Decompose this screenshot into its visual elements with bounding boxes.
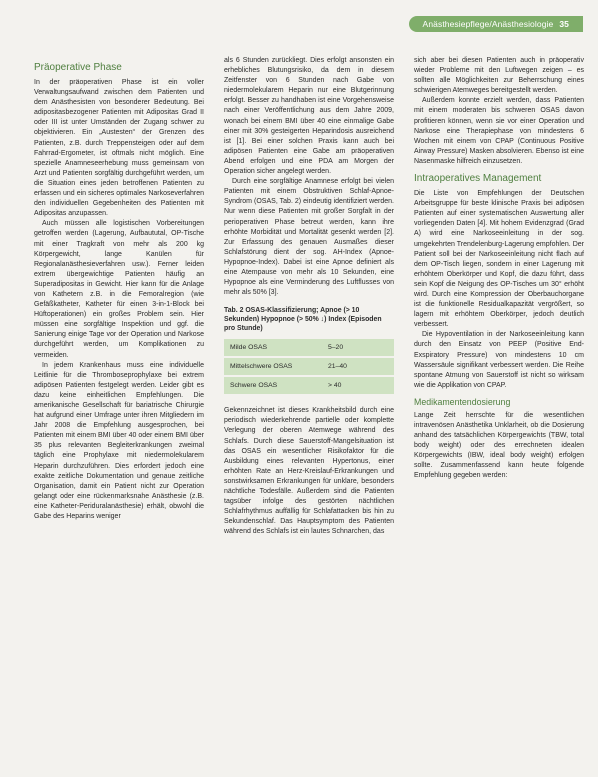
heading-intraoperative-management: Intraoperatives Management xyxy=(414,173,542,185)
paragraph: Durch eine sorgfältige Anamnese erfolgt bei vielen Patienten mit einem Obstruktiven Schlaf-Apnoe-Syndrom (OSAS, Tab. 2) eindeutig identifiziert werden. Nur wenn diese Patienten mit großer Sorgfalt in der perioperativen Phase betreut werden, kann ihre erhöhte Morbidität und Mortalität gesenkt werden [2]. Zur Erfassung des genauen Ausmaßes dieser Schlafstörung dient der sog. AH-Index (Apnoe-Hypopnoe-Index). Dabei ist eine Apnoe definiert als eine Atempause von mehr als 10 Sekunden, eine Hypopnoe als eine Verminderung des Luftflusses von mehr als 50% [3]. xyxy=(224,178,394,297)
column-1 xyxy=(34,56,204,768)
table-cell-label: Schwere OSAS xyxy=(224,376,322,395)
column-2 xyxy=(224,56,394,768)
table-caption: Tab. 2 OSAS-Klassifizierung; Apnoe (> 10 Sekunden) Hypopnoe (> 50% ↓) Index (Episoden pro Stunde) xyxy=(224,307,382,333)
table-cell-value: 21–40 xyxy=(322,357,394,376)
table-row xyxy=(224,339,394,357)
paragraph: Gekennzeichnet ist dieses Krankheitsbild durch eine periodisch wiederkehrende partielle oder komplette Verlegung der oberen Atemwege während des Schlafs. Durch diese Sauerstoff-Mangelsituation ist das OSAS ein wesentlicher Risikofaktor für die Ausbildung eines relevanten Hypertonus, einer erhöhten Rate an Herz-Kreislauf-Erkrankungen und sonstwirksamen Erkrankungen für unklare, besonders nächtliche Todesfälle. Außerdem sind die Patienten tagsüber infolge des gestörten nächtlichen Schlafrhythmus auffällig für Schlafattacken bis hin zu Sekundenschlaf. Das Hauptsymptom des Patienten während des Schlafs ist ein lautes Schnarchen, das xyxy=(224,407,394,536)
heading-medication-dosage: Medikamentendosierung xyxy=(414,396,511,407)
paragraph: Die Hypoventilation in der Narkoseeinleitung kann durch den Einsatz von PEEP (Positive End-Exspiratory Pressure) von mindestens 10 cm Wassersäule signifikant verbessert werden. Die Reihe spontane Atmung von Sauerstoff ist nicht so wirksam wie die Applikation von CPAP. xyxy=(414,331,584,389)
heading-preoperative-phase: Präoperative Phase xyxy=(34,62,122,73)
paragraph: Die Liste von Empfehlungen der Deutschen Arbeitsgruppe für beste klinische Praxis bei adipösen Patienten auf einer systematischen Auswertung aller vorliegenden Daten [4]. Mit hohem Evidenzgrad (Grad A) wird eine Narkoseeinleitung in der sog. umgekehrten Trendelenburg-Lagerung empfohlen. Der Patient soll bei der Narkoseeinleitung nicht flach auf dem OP-Tisch liegen, sondern in einer Lagerung mit erhöhtem Oberkörper und Kopf, die dazu führt, dass sein Kopf die Neigung des OP-Tisches um 30° erhöht wird. Durch eine Kompression der Oberbauchorgane ist die funktionelle Residualkapazität vergrößert, so lagern mit erhöhtem Oberkörper, jedoch deutlich verbessert. xyxy=(414,190,584,329)
running-header-pill xyxy=(409,16,583,32)
table-row xyxy=(224,357,394,376)
paragraph: als 6 Stunden zurückliegt. Dies erfolgt ansonsten ein erhebliches Blutungsrisiko, da dem in diesem Zeitfenster von 6 Stunden nach Gabe von niedermolekularem Heparin nur eine Blutgerinnung erfolgt. Besser zu handhaben ist eine Vorgehensweise nach einer Veröffentlichung aus dem Jahre 2009, wonach bei einem BMI über 40 eine einmalige Gabe einer mit 30% gesteigerten Heparindosis ausreichend ist [1]. Bei einer solchen Praxis kann auch bei adipösen Patienten eine Gabe am präoperativen Abend erfolgen und eine PDA am Morgen der Operation sicher angelegt werden. xyxy=(224,57,394,176)
paragraph: Lange Zeit herrschte für die wesentlichen intravenösen Anästhetika Unklarheit, ob die Dosierung anhand des tatsächlichen Körpergewichts (TBW, total body weight) oder des errechneten idealen Körpergewichts (IBW, ideal body weight) erfolgen sollte. Zusammenfassend kann heute folgende Empfehlung gegeben werden: xyxy=(414,411,584,480)
paragraph: In jedem Krankenhaus muss eine individuelle Leitlinie für die Thromboseprophylaxe bei extrem adipösen Patienten festgelegt werden. Leider gibt es dazu keine einheitlichen Empfehlungen. Die amerikanische Gesellschaft für bariatrische Chirurgie hat aufgrund einer Umfrage unter ihren Mitgliedern im Jahr 2008 die Empfehlung ausgesprochen, bei Patienten mit einem BMI über 40 oder einem BMI über 35 plus relevanten Begleiterkrankungen zweimal täglich eine Prophylaxe mit niedermolekularem Heparin durchzuführen. Dies erfordert jedoch eine exakte zeitliche Dokumentation und genaue zeitliche Organisation, damit ein Patient nicht zur Operation gelangt oder eine rückenmarksnahe Anästhesie (z.B. eine Katheter-Periduralanästhesie) erhält, obwohl die Gabe des Heparins weniger xyxy=(34,361,204,521)
paragraph: In der präoperativen Phase ist ein voller Verwaltungsaufwand zwischen dem Patienten und dem Anästhesisten von besonderer Bedeutung. Bei adipositasbezogener Patienten mit Adipositas Grad II oder III ist unter Umständen der Zugang schwer zu objektivieren. Ein „Austesten“ der Grenzen des Patienten, z.B. durch Treppensteigen oder auf dem Fahrrad-Ergometer, ist oftmals nicht möglich. Eine spezielle Anamneseerhebung muss gemeinsam von Arzt und Patienten sorgfältig durchgeführt werden, um die Situation eines jeden betroffenen Patienten zu erfassen und ein sicheres optimales Narkoseverfahren den individuellen Gegebenheiten des Patienten mit Adipositas anzupassen. xyxy=(34,79,204,218)
running-title: Anästhesiepflege/Anästhesiologie xyxy=(422,19,554,29)
table-cell-label: Mittelschwere OSAS xyxy=(224,357,322,376)
paragraph: sich aber bei diesen Patienten auch in präoperativ wieder Probleme mit den Luftwegen zeigen – es sollten alle Möglichkeiten zur Beherrschung eines schwierigen Atemweges bereitgestellt werden. xyxy=(414,57,584,95)
paragraph: Auch müssen alle logistischen Vorbereitungen getroffen werden (Lagerung, Aufbaututal, OP-Tische mit einer Tragkraft von mehr als 200 kg Körpergewicht, lange Kanülen für Regionalanästhesieverfahren usw.). Ferner leiden extrem übergewichtige Patienten häufig an Superadipositas in Gewicht. Hier kann für die Anlage von Kathetern z.B. in die Femoralregion (wie Gefäßkatheter, Katheter für einen 3-in-1-Block bei Hüftoperationen) ein großes Problem sein. Hier müssen eine sorgfältige Inspektion und ggf. die Sanierung einige Tage vor der Operation und Narkose durchgeführt werden, um Komplikationen zu vermeiden. xyxy=(34,220,204,359)
table-cell-value: 5–20 xyxy=(322,339,394,357)
paragraph: Außerdem konnte erzielt werden, dass Patienten mit einem moderaten bis schweren OSAS davon profitieren können, wenn sie vor einer Operation und Narkose eine Therapiephase von mindestens 6 Wochen mit einem von CPAP (Continuous Positive Airway Pressure) Masken absolvieren. Ebenso ist eine Nasenmaske hilfreich einzusetzen. xyxy=(414,97,584,165)
article-body xyxy=(34,56,584,768)
page-number: 35 xyxy=(559,19,569,29)
table-row xyxy=(224,376,394,395)
table-cell-label: Milde OSAS xyxy=(224,339,322,357)
osas-classification-table xyxy=(224,339,394,396)
column-3 xyxy=(414,56,584,768)
table-cell-value: > 40 xyxy=(322,376,394,395)
running-header xyxy=(0,16,598,32)
